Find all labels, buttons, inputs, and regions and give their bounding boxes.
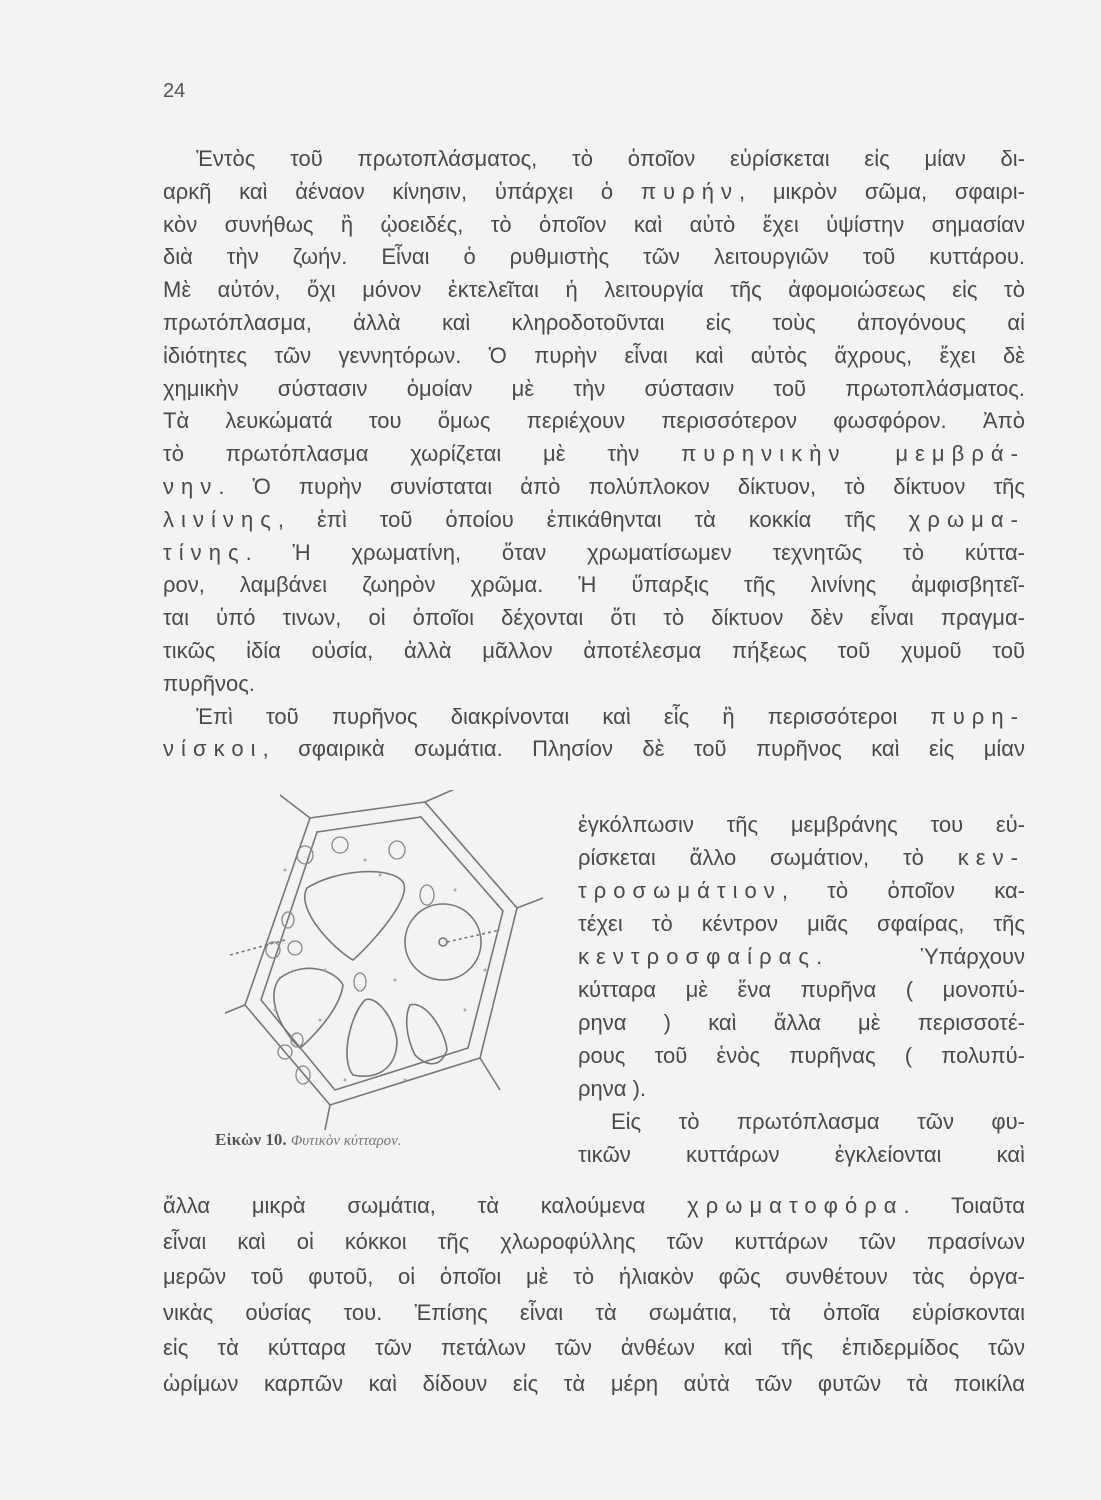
text-segment: εἰς τὰ κύτταρα τῶν πετάλων τῶν ἀνθέων καὶ τῆς ἐπιδερμίδος τῶν — [163, 1335, 1025, 1360]
text-line — [163, 1227, 1025, 1259]
spaced-term: νίσκοι — [163, 736, 263, 762]
text-segment: . Ἡ χρωματίνη, ὅταν χρωματίσωμεν τεχνητῶς τὸ κύττα- — [245, 539, 1025, 565]
text-segment: διὰ τὴν ζωήν. Εἶναι ὁ ρυθμιστὴς τῶν λειτουργιῶν τοῦ κυττάρου. — [163, 244, 1025, 270]
text-line — [163, 1298, 1025, 1330]
text-line — [163, 538, 1025, 570]
text-line — [163, 242, 1025, 274]
text-segment: , τὸ ὁποῖον κα- — [781, 878, 1025, 903]
text-line — [163, 702, 1025, 734]
text-line — [578, 1041, 1025, 1073]
text-segment: τέχει τὸ κέντρον μιᾶς σφαίρας, τῆς — [578, 911, 1025, 936]
figure-caption — [215, 1130, 402, 1150]
text-line — [578, 810, 1025, 842]
text-segment: , μικρὸν σῶμα, σφαιρι- — [739, 178, 1025, 204]
text-line — [578, 1008, 1025, 1040]
text-segment: ρους τοῦ ἑνὸς πυρῆνας ( πολυπύ- — [578, 1043, 1025, 1068]
text-segment: πρωτόπλασμα, ἀλλὰ καὶ κληροδοτοῦνται εἰς τοὺς ἀπογόνους αἱ — [163, 310, 1025, 335]
text-line — [163, 1333, 1025, 1365]
text-line — [578, 975, 1025, 1007]
text-line — [578, 1074, 1025, 1106]
text-segment: ἄλλα μικρὰ σωμάτια, τὰ καλούμενα — [163, 1193, 688, 1218]
text-segment: , σφαιρικὰ σωμάτια. Πλησίον δὲ τοῦ πυρῆνος καὶ εἰς μίαν — [262, 736, 1025, 762]
spaced-term: λινίνης — [163, 506, 278, 532]
spaced-term: πυρήν — [640, 178, 740, 204]
text-segment: τὸ πρωτόπλασμα χωρίζεται μὲ τὴν — [163, 441, 682, 467]
text-line — [163, 210, 1025, 242]
spaced-term: πυρηνικὴν μεμβρά- — [681, 441, 1025, 467]
text-segment: . Τοιαῦτα — [903, 1193, 1025, 1218]
text-segment: ται ὑπό τινων, οἱ ὁποῖοι δέχονται ὅτι τὸ δίκτυον δὲν εἶναι πραγμα- — [163, 605, 1025, 631]
text-segment: νικὰς οὐσίας του. Ἐπίσης εἶναι τὰ σωμάτια, τὰ ὁποῖα εὑρίσκονται — [163, 1299, 1025, 1325]
text-segment: Εἰς τὸ πρωτόπλασμα τῶν φυ- — [578, 1109, 1025, 1134]
spaced-term: χρωμα- — [908, 506, 1025, 532]
text-line — [578, 942, 1025, 974]
text-segment: ρηνα ). — [578, 1076, 647, 1101]
text-segment: Ἐπὶ τοῦ πυρῆνος διακρίνονται καὶ εἷς ἢ περισσότεροι — [163, 703, 931, 729]
text-segment: ἰδιότητες τῶν γεννητόρων. Ὁ πυρὴν εἶναι καὶ αὐτὸς ἄχρους, ἔχει δὲ — [163, 342, 1025, 368]
text-segment: εἶναι καὶ οἱ κόκκοι τῆς χλωροφύλλης τῶν κυττάρων τῶν πρασίνων — [163, 1228, 1025, 1254]
text-segment: ρίσκεται ἄλλο σωμάτιον, τὸ — [578, 845, 958, 870]
text-segment: ρηνα ) καὶ ἄλλα μὲ περισσοτέ- — [578, 1010, 1025, 1035]
vacuole — [347, 999, 397, 1076]
text-segment: . Ὁ πυρὴν συνίσταται ἀπὸ πολύπλοκον δίκτυον, τὸ δίκτυον τῆς — [218, 474, 1025, 499]
spaced-term: νην — [163, 474, 219, 499]
spaced-term: τίνης — [163, 539, 246, 565]
text-segment: . Ὑπάρχουν — [816, 944, 1025, 969]
text-line — [578, 909, 1025, 941]
text-segment: πυρῆνος. — [163, 670, 255, 696]
text-segment: τικῶν κυττάρων ἐγκλείονται καὶ — [578, 1142, 1025, 1167]
text-line — [163, 341, 1025, 373]
figure-caption-label: Εἰκὼν 10. — [215, 1130, 287, 1149]
text-segment: , ἐπὶ τοῦ ὁποίου ἐπικάθηνται τὰ κοκκία τῆς — [277, 506, 909, 532]
text-line — [163, 439, 1025, 471]
text-line — [163, 406, 1025, 438]
text-segment: ρον, λαμβάνει ζωηρὸν χρῶμα. Ἡ ὕπαρξις τῆς λινίνης ἀμφισβητεῖ- — [163, 572, 1025, 598]
text-line — [163, 734, 1025, 766]
text-segment: μερῶν τοῦ φυτοῦ, οἱ ὁποῖοι μὲ τὸ ἡλιακὸν φῶς συνθέτουν τὰς ὀργα- — [163, 1264, 1025, 1289]
text-line — [163, 1262, 1025, 1294]
vacuole — [305, 872, 405, 960]
text-segment: αρκῆ καὶ ἀέναον κίνησιν, ὑπάρχει ὁ — [163, 178, 641, 204]
text-line — [163, 177, 1025, 209]
text-line — [163, 308, 1025, 340]
spaced-term: πυρη- — [930, 703, 1025, 729]
text-segment: κύτταρα μὲ ἕνα πυρῆνα ( μονοπύ- — [578, 977, 1025, 1002]
figure-caption-text: Φυτικὸν κύτταρον. — [290, 1133, 402, 1149]
spaced-term: τροσωμάτιον — [578, 878, 782, 903]
text-segment: τικῶς ἰδία οὐσία, ἀλλὰ μᾶλλον ἀποτέλεσμα πήξεως τοῦ χυμοῦ τοῦ — [163, 638, 1025, 663]
text-segment: ἐγκόλπωσιν τῆς μεμβράνης του εὑ- — [578, 812, 1025, 837]
text-segment: Τὰ λευκώματά του ὅμως περιέχουν περισσότερον φωσφόρον. Ἀπὸ — [163, 408, 1025, 434]
text-line — [163, 570, 1025, 602]
text-line — [578, 1140, 1025, 1172]
vacuole — [407, 1004, 447, 1063]
text-line — [163, 603, 1025, 635]
text-line — [163, 1369, 1025, 1401]
spaced-term: χρωματοφόρα — [687, 1193, 904, 1218]
text-line — [578, 1107, 1025, 1139]
text-line — [163, 669, 1025, 701]
spaced-term: κεν- — [957, 845, 1025, 870]
text-line — [163, 472, 1025, 504]
text-line — [578, 843, 1025, 875]
text-segment: κὸν συνήθως ἢ ᾠοειδές, τὸ ὁποῖον καὶ αὐτὸ ἔχει ὑψίστην σημασίαν — [163, 211, 1025, 237]
text-line — [163, 636, 1025, 668]
page-number: 24 — [163, 80, 186, 102]
text-line — [163, 1191, 1025, 1223]
text-segment: Ἐντὸς τοῦ πρωτοπλάσματος, τὸ ὁποῖον εὑρίσκεται εἰς μίαν δι- — [163, 146, 1025, 171]
text-line — [163, 374, 1025, 406]
text-line — [163, 275, 1025, 307]
text-line — [578, 876, 1025, 908]
nucleus — [405, 904, 481, 980]
text-line — [163, 144, 1025, 176]
text-segment: ὡρίμων καρπῶν καὶ δίδουν εἰς τὰ μέρη αὐτὰ τῶν φυτῶν τὰ ποικίλα — [163, 1370, 1025, 1396]
text-segment: Μὲ αὐτόν, ὄχι μόνον ἐκτελεῖται ἡ λειτουργία τῆς ἀφομοιώσεως εἰς τὸ — [163, 277, 1025, 303]
spaced-term: κεντροσφαίρας — [578, 944, 817, 969]
text-segment: χημικὴν σύστασιν ὁμοίαν μὲ τὴν σύστασιν τοῦ πρωτοπλάσματος. — [163, 375, 1025, 401]
text-line — [163, 505, 1025, 537]
plant-cell-illustration — [225, 790, 545, 1130]
vacuole — [274, 968, 343, 1048]
